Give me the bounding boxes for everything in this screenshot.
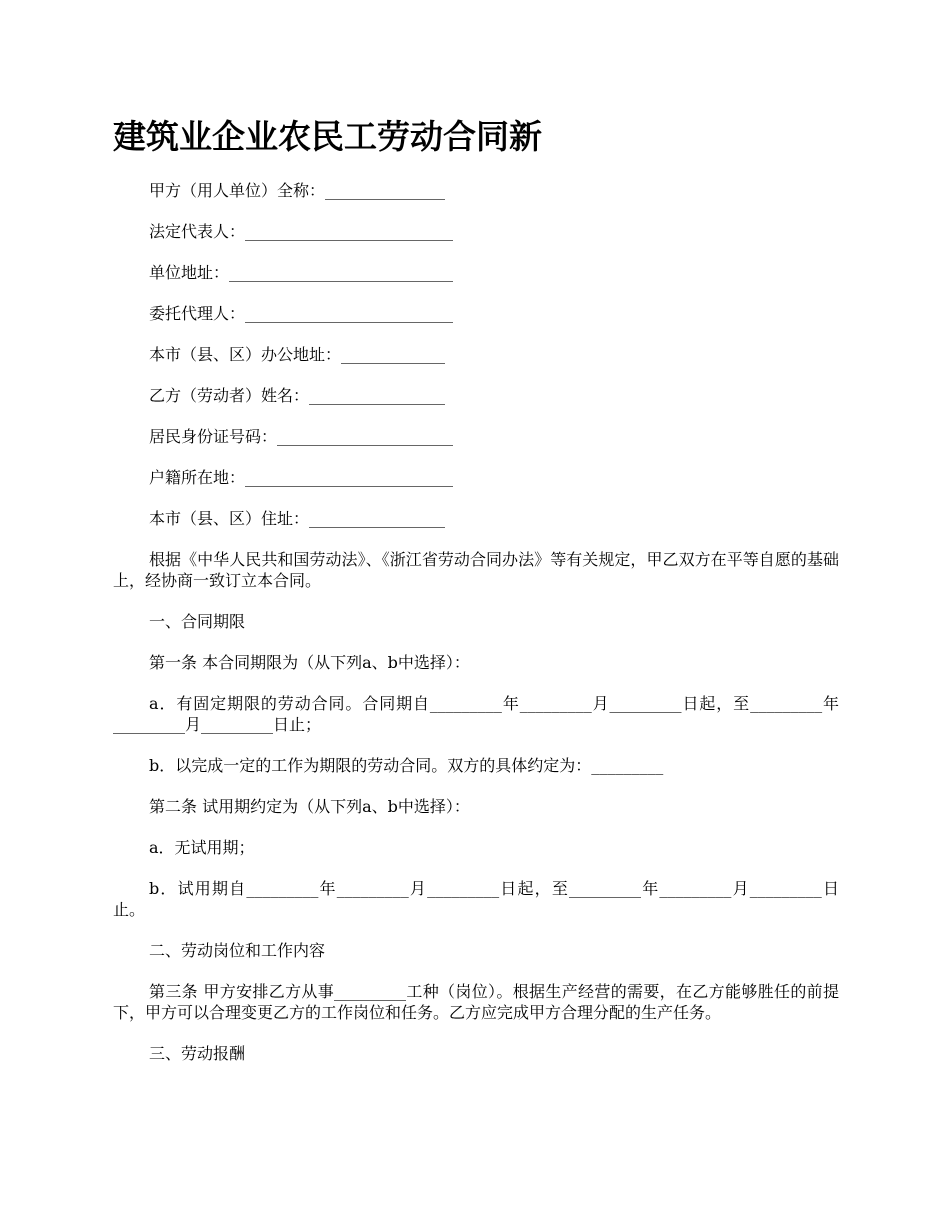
field-blank: __________________________ [245, 222, 454, 241]
field-blank: _______________ [325, 181, 446, 200]
field-employee-name [113, 385, 839, 406]
field-blank: __________________________ [245, 304, 454, 323]
intro-paragraph: 根据《中华人民共和国劳动法》、《浙江省劳动合同办法》等有关规定，甲乙双方在平等自愿的基础上，经协商一致订立本合同。 [113, 550, 839, 590]
article-2: 第二条 试用期约定为（从下列a、b中选择）： [149, 797, 470, 816]
field-local-address [113, 508, 839, 529]
field-blank: _________________ [309, 509, 446, 528]
field-legal-representative [113, 221, 839, 242]
field-blank: _________________ [309, 386, 446, 405]
field-label: 乙方（劳动者）姓名： [149, 386, 310, 405]
field-household-registration [113, 467, 839, 488]
article-1: 第一条 本合同期限为（从下列a、b中选择）： [149, 653, 470, 672]
field-label: 本市（县、区）办公地址： [149, 345, 342, 364]
field-label: 法定代表人： [149, 222, 246, 241]
field-employer-name [113, 180, 839, 201]
field-employer-address [113, 262, 839, 283]
field-label: 居民身份证号码： [149, 427, 278, 446]
field-label: 单位地址： [149, 263, 230, 282]
field-blank: __________________________ [245, 468, 454, 487]
field-label: 户籍所在地： [149, 468, 246, 487]
field-office-address [113, 344, 839, 365]
field-id-number [113, 426, 839, 447]
document-page [113, 112, 839, 1084]
field-label: 委托代理人： [149, 304, 246, 323]
article-1-option-b: b．以完成一定的工作为期限的劳动合同。双方的具体约定为：_________ [149, 756, 664, 775]
document-title: 建筑业企业农民工劳动合同新 [113, 117, 542, 156]
field-blank: ____________________________ [229, 263, 454, 282]
field-label: 本市（县、区）住址： [149, 509, 310, 528]
article-1-option-a: a．有固定期限的劳动合同。合同期自_________年_________月_________日起，至_________年_________月_________日止； [113, 694, 839, 734]
article-3: 第三条 甲方安排乙方从事_________工种（岗位）。根据生产经营的需要，在乙方能够胜任的前提下，甲方可以合理变更乙方的工作岗位和任务。乙方应完成甲方合理分配的生产任务。 [113, 982, 839, 1022]
section-heading-contract-term: 一、合同期限 [149, 612, 246, 631]
article-2-option-b: b．试用期自_________年_________月_________日起，至_________年_________月_________日止。 [113, 879, 839, 919]
section-heading-remuneration: 三、劳动报酬 [149, 1044, 246, 1063]
section-heading-job-content: 二、劳动岗位和工作内容 [149, 941, 326, 960]
field-agent [113, 303, 839, 324]
field-blank: ______________________ [277, 427, 454, 446]
field-label: 甲方（用人单位）全称： [149, 181, 326, 200]
field-blank: _____________ [341, 345, 446, 364]
article-2-option-a: a．无试用期； [149, 838, 255, 857]
